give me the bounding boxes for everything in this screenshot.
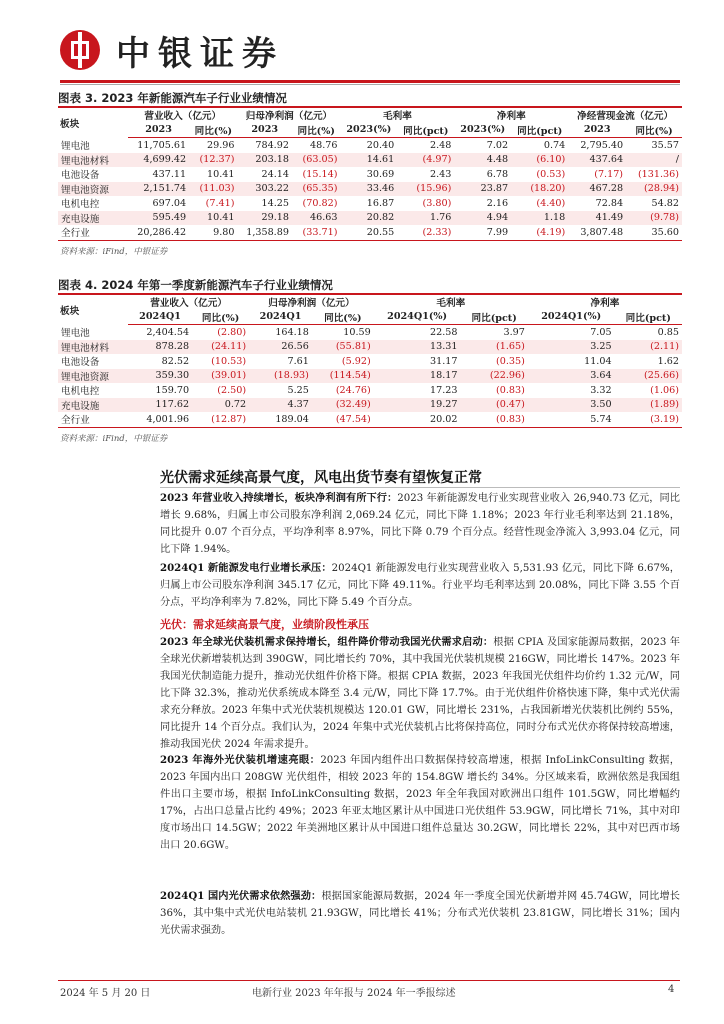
value-cell: (12.37) [189, 153, 237, 168]
column-subheader: 2023 [238, 123, 292, 138]
value-cell: 4.37 [249, 398, 312, 413]
column-subheader: 同比(%) [312, 310, 374, 325]
table1 [58, 106, 682, 241]
value-cell: 437.11 [128, 167, 189, 182]
value-cell: (65.35) [292, 182, 341, 197]
column-group-header: 净利率 [528, 294, 682, 310]
paragraph-1 [160, 490, 680, 558]
value-cell: 10.41 [189, 167, 237, 182]
value-cell: 3.50 [528, 398, 615, 413]
value-cell: (33.71) [292, 225, 341, 240]
column-subheader: 2023 [128, 123, 189, 138]
table-row [58, 412, 682, 427]
value-cell: 4,699.42 [128, 153, 189, 168]
value-cell: (0.47) [460, 398, 527, 413]
column-subheader: 2023(%) [454, 123, 511, 138]
column-subheader: 2023(%) [340, 123, 397, 138]
value-cell: 3.25 [528, 340, 615, 355]
value-cell: (131.36) [626, 167, 682, 182]
bank-logo-icon [60, 30, 100, 70]
value-cell: 5.25 [249, 383, 312, 398]
value-cell: 46.63 [292, 211, 341, 226]
value-cell: (3.80) [397, 196, 454, 211]
value-cell: (4.40) [511, 196, 568, 211]
value-cell: 33.46 [340, 182, 397, 197]
footer-doc-title: 电新行业 2023 年年报与 2024 年一季报综述 [252, 988, 456, 999]
row-name-cell: 充电设施 [58, 398, 128, 413]
value-cell: (18.93) [249, 369, 312, 384]
value-cell: (7.41) [189, 196, 237, 211]
column-group-header: 营业收入（亿元） [128, 294, 249, 310]
table-row [58, 383, 682, 398]
table-row [58, 354, 682, 369]
section-heading: 光伏需求延续高景气度，风电出货节奏有望恢复正常 [160, 470, 482, 486]
value-cell: 878.28 [128, 340, 192, 355]
table-row [58, 153, 682, 168]
value-cell: 26.56 [249, 340, 312, 355]
column-subheader: 同比(pct) [460, 310, 527, 325]
value-cell: 7.05 [528, 325, 615, 340]
value-cell: (6.10) [511, 153, 568, 168]
value-cell: (7.17) [568, 167, 626, 182]
table-row [58, 340, 682, 355]
table2-source: 资料来源：iFind，中银证券 [60, 434, 168, 444]
value-cell: 11,705.61 [128, 138, 189, 153]
value-cell: 1.62 [615, 354, 682, 369]
column-subheader: 同比(%) [626, 123, 682, 138]
value-cell: (47.54) [312, 412, 374, 427]
value-cell: (2.50) [192, 383, 249, 398]
table2-title: 图表 4. 2024 年第一季度新能源汽车子行业业绩情况 [58, 278, 333, 292]
value-cell: (3.19) [615, 412, 682, 427]
column-subheader: 2024Q1 [128, 310, 192, 325]
value-cell: 303.22 [238, 182, 292, 197]
value-cell: 784.92 [238, 138, 292, 153]
value-cell: (0.83) [460, 412, 527, 427]
value-cell: (1.65) [460, 340, 527, 355]
value-cell: 13.31 [374, 340, 461, 355]
value-cell: (55.81) [312, 340, 374, 355]
table-row [58, 167, 682, 182]
value-cell: (70.82) [292, 196, 341, 211]
value-cell: 29.18 [238, 211, 292, 226]
value-cell: (9.78) [626, 211, 682, 226]
paragraph-3-lead: 2023 年全球光伏装机需求保持增长，组件降价带动我国光伏需求启动： [160, 636, 494, 648]
table1-title: 图表 3. 2023 年新能源汽车子行业业绩情况 [58, 91, 287, 105]
value-cell: 0.74 [511, 138, 568, 153]
value-cell: 23.87 [454, 182, 511, 197]
table-row [58, 196, 682, 211]
paragraph-4-body: 2023 年国内组件出口数据保持较高增速，根据 InfoLinkConsulting 数据，2023 年国内出口 208GW 光伏组件，相较 2023 年的 154.8GW 增长约 34%。分区域来看，欧洲依然是我国组件出口主要市场，根据 InfoLinkConsulting 数据，2023 年全年我国对欧洲出口组件 101.5GW，同比增幅约 17%，占出口总量占比约 49%；2023 年亚太地区累计从中国进口光伏组件 53.9GW，同比增长 71%，其中对印度市场出口 14.5GW；2022 年美洲地区累计从中国进口组件总量达 30.2GW，同比增长 22%，其中对巴西市场出口 20.6GW。 [160, 755, 680, 851]
value-cell: (2.80) [192, 325, 249, 340]
value-cell: (12.87) [192, 412, 249, 427]
table-row [58, 211, 682, 226]
value-cell: / [626, 153, 682, 168]
value-cell: 7.02 [454, 138, 511, 153]
value-cell: 16.87 [340, 196, 397, 211]
value-cell: (5.92) [312, 354, 374, 369]
value-cell: (24.11) [192, 340, 249, 355]
table-row [58, 369, 682, 384]
column-subheader: 同比(pct) [511, 123, 568, 138]
value-cell: 4.48 [454, 153, 511, 168]
header-rule [60, 80, 680, 83]
value-cell: (114.54) [312, 369, 374, 384]
table-row [58, 182, 682, 197]
row-name-cell: 电机电控 [58, 196, 128, 211]
column-subheader: 2023 [568, 123, 626, 138]
value-cell: 31.17 [374, 354, 461, 369]
value-cell: 2.43 [397, 167, 454, 182]
column-subheader: 同比(%) [189, 123, 237, 138]
table-row [58, 225, 682, 240]
value-cell: 4,001.96 [128, 412, 192, 427]
value-cell: (15.96) [397, 182, 454, 197]
value-cell: 3.97 [460, 325, 527, 340]
table-row [58, 325, 682, 340]
value-cell: (22.96) [460, 369, 527, 384]
brand-name: 中银证券 [116, 34, 284, 74]
paragraph-3 [160, 634, 680, 753]
column-subheader: 同比(%) [192, 310, 249, 325]
value-cell: 4.94 [454, 211, 511, 226]
value-cell: (18.20) [511, 182, 568, 197]
value-cell: 2.48 [397, 138, 454, 153]
column-group-header: 营业收入（亿元） [128, 107, 238, 123]
row-name-cell: 锂电池资源 [58, 182, 128, 197]
value-cell: 9.80 [189, 225, 237, 240]
value-cell: 0.72 [192, 398, 249, 413]
value-cell: (11.03) [189, 182, 237, 197]
row-name-cell: 锂电池材料 [58, 153, 128, 168]
value-cell: 35.57 [626, 138, 682, 153]
section-rule [160, 487, 680, 488]
value-cell: 3.64 [528, 369, 615, 384]
value-cell: 117.62 [128, 398, 192, 413]
value-cell: (2.33) [397, 225, 454, 240]
value-cell: (24.76) [312, 383, 374, 398]
value-cell: (0.83) [460, 383, 527, 398]
row-name-cell: 全行业 [58, 412, 128, 427]
row-name-cell: 充电设施 [58, 211, 128, 226]
row-name-cell: 锂电池材料 [58, 340, 128, 355]
value-cell: 29.96 [189, 138, 237, 153]
value-cell: 7.99 [454, 225, 511, 240]
value-cell: 10.59 [312, 325, 374, 340]
value-cell: 2,404.54 [128, 325, 192, 340]
value-cell: 54.82 [626, 196, 682, 211]
value-cell: 2,151.74 [128, 182, 189, 197]
value-cell: 82.52 [128, 354, 192, 369]
value-cell: 203.18 [238, 153, 292, 168]
column-subheader: 同比(%) [292, 123, 341, 138]
paragraph-5-lead: 2024Q1 国内光伏需求依然强劲： [160, 890, 322, 902]
row-name-cell: 锂电池 [58, 325, 128, 340]
row-label-header: 板块 [58, 294, 128, 325]
value-cell: (4.19) [511, 225, 568, 240]
value-cell: 20.82 [340, 211, 397, 226]
column-group-header: 毛利率 [374, 294, 528, 310]
row-name-cell: 锂电池资源 [58, 369, 128, 384]
table2 [58, 293, 682, 428]
value-cell: 697.04 [128, 196, 189, 211]
value-cell: (1.06) [615, 383, 682, 398]
column-subheader: 2024Q1 [249, 310, 312, 325]
value-cell: 17.23 [374, 383, 461, 398]
page-number: 4 [668, 984, 675, 995]
row-name-cell: 全行业 [58, 225, 128, 240]
value-cell: 437.64 [568, 153, 626, 168]
value-cell: (25.66) [615, 369, 682, 384]
paragraph-4 [160, 752, 680, 854]
row-label-header: 板块 [58, 107, 128, 138]
value-cell: 20.02 [374, 412, 461, 427]
value-cell: 20,286.42 [128, 225, 189, 240]
paragraph-1-body: 2023 年新能源发电行业实现营业收入 26,940.73 亿元，同比增长 9.68%，归属上市公司股东净利润 2,069.24 亿元，同比下降 1.18%；2023 年行业毛利率达到 21.18%，同比提升 0.07 个百分点，平均净利率 8.97%，同比下降 0.79 个百分点。经营性现金净流入 3,993.04 亿元，同比下降 1.94%。 [160, 493, 680, 555]
value-cell: 20.40 [340, 138, 397, 153]
value-cell: (2.11) [615, 340, 682, 355]
page-header [0, 0, 724, 90]
value-cell: 467.28 [568, 182, 626, 197]
value-cell: 14.25 [238, 196, 292, 211]
value-cell: 595.49 [128, 211, 189, 226]
value-cell: 10.41 [189, 211, 237, 226]
value-cell: (15.14) [292, 167, 341, 182]
value-cell: 1.76 [397, 211, 454, 226]
table-row [58, 138, 682, 153]
value-cell: (39.01) [192, 369, 249, 384]
value-cell: (1.89) [615, 398, 682, 413]
row-name-cell: 电机电控 [58, 383, 128, 398]
value-cell: 2,795.40 [568, 138, 626, 153]
table-row [58, 398, 682, 413]
value-cell: 14.61 [340, 153, 397, 168]
column-group-header: 净经营现金流（亿元） [568, 107, 682, 123]
paragraph-5-body: 根据国家能源局数据，2024 年一季度全国光伏新增并网 45.74GW，同比增长 36%，其中集中式光伏电站装机 21.93GW，同比增长 41%；分布式光伏装机 23.81GW，同比增长 31%；国内光伏需求强劲。 [160, 891, 680, 936]
column-subheader: 同比(pct) [615, 310, 682, 325]
header-rule-thin [60, 84, 680, 85]
paragraph-4-lead: 2023 年海外光伏装机增速亮眼： [160, 754, 321, 766]
column-group-header: 归母净利润（亿元） [238, 107, 341, 123]
row-name-cell: 锂电池 [58, 138, 128, 153]
value-cell: (63.05) [292, 153, 341, 168]
footer-rule [58, 980, 680, 981]
value-cell: 30.69 [340, 167, 397, 182]
value-cell: 1,358.89 [238, 225, 292, 240]
value-cell: 72.84 [568, 196, 626, 211]
paragraph-2-body: 2024Q1 新能源发电行业实现营业收入 5,531.93 亿元，同比下降 6.67%，归属上市公司股东净利润 345.17 亿元，同比下降 49.11%。行业平均毛利率达到 20.08%，同比下降 3.55 个百分点，平均净利率为 7.82%，同比下降 5.49 个百分点。 [160, 563, 680, 608]
value-cell: 11.04 [528, 354, 615, 369]
value-cell: 3.32 [528, 383, 615, 398]
value-cell: (32.49) [312, 398, 374, 413]
footer-date: 2024 年 5 月 20 日 [60, 988, 151, 999]
paragraph-1-lead: 2023 年营业收入持续增长，板块净利润有所下行： [160, 492, 398, 504]
column-group-header: 净利率 [454, 107, 568, 123]
value-cell: 5.74 [528, 412, 615, 427]
value-cell: (4.97) [397, 153, 454, 168]
value-cell: 48.76 [292, 138, 341, 153]
value-cell: 164.18 [249, 325, 312, 340]
value-cell: 20.55 [340, 225, 397, 240]
paragraph-2-lead: 2024Q1 新能源发电行业增长承压： [160, 562, 332, 574]
paragraph-3-body: 根据 CPIA 及国家能源局数据，2023 年全球光伏新增装机达到 390GW，同比增长约 70%，其中我国光伏装机规模 216GW，同比增长 147%。2023 年我国光伏制造能力提升，推动光伏组件价格下降。根据 CPIA 数据，2023 年我国光伏组件均价约 1.32 元/W，同比下降 32.3%，推动光伏系统成本降至 3.4 元/W，同比下降 17.7%。由于光伏组件价格快速下降，集中式光伏需求充分释放。2023 年集中式光伏装机规模达 120.01 GW，同比增长 231%，占我国新增光伏装机比例约 55%，同比提升 14 个百分点。我们认为，2024 年集中式光伏装机占比将保持高位，同时分布式光伏亦将保持较高增速，推动我国光伏 2024 年需求提升。 [160, 637, 680, 750]
value-cell: 189.04 [249, 412, 312, 427]
column-subheader: 2024Q1(%) [528, 310, 615, 325]
value-cell: 18.17 [374, 369, 461, 384]
value-cell: 359.30 [128, 369, 192, 384]
value-cell: 6.78 [454, 167, 511, 182]
value-cell: 35.60 [626, 225, 682, 240]
value-cell: (0.35) [460, 354, 527, 369]
value-cell: 22.58 [374, 325, 461, 340]
value-cell: (0.53) [511, 167, 568, 182]
column-group-header: 毛利率 [340, 107, 454, 123]
value-cell: 19.27 [374, 398, 461, 413]
value-cell: (10.53) [192, 354, 249, 369]
value-cell: 0.85 [615, 325, 682, 340]
column-group-header: 归母净利润（亿元） [249, 294, 374, 310]
subheading: 光伏：需求延续高景气度，业绩阶段性承压 [160, 618, 369, 631]
table1-source: 资料来源：iFind，中银证券 [60, 247, 168, 257]
value-cell: 1.18 [511, 211, 568, 226]
value-cell: 7.61 [249, 354, 312, 369]
column-subheader: 2024Q1(%) [374, 310, 461, 325]
value-cell: 41.49 [568, 211, 626, 226]
value-cell: (28.94) [626, 182, 682, 197]
value-cell: 159.70 [128, 383, 192, 398]
row-name-cell: 电池设备 [58, 354, 128, 369]
value-cell: 24.14 [238, 167, 292, 182]
value-cell: 2.16 [454, 196, 511, 211]
value-cell: 3,807.48 [568, 225, 626, 240]
column-subheader: 同比(pct) [397, 123, 454, 138]
paragraph-2 [160, 560, 680, 611]
paragraph-5 [160, 888, 680, 939]
row-name-cell: 电池设备 [58, 167, 128, 182]
